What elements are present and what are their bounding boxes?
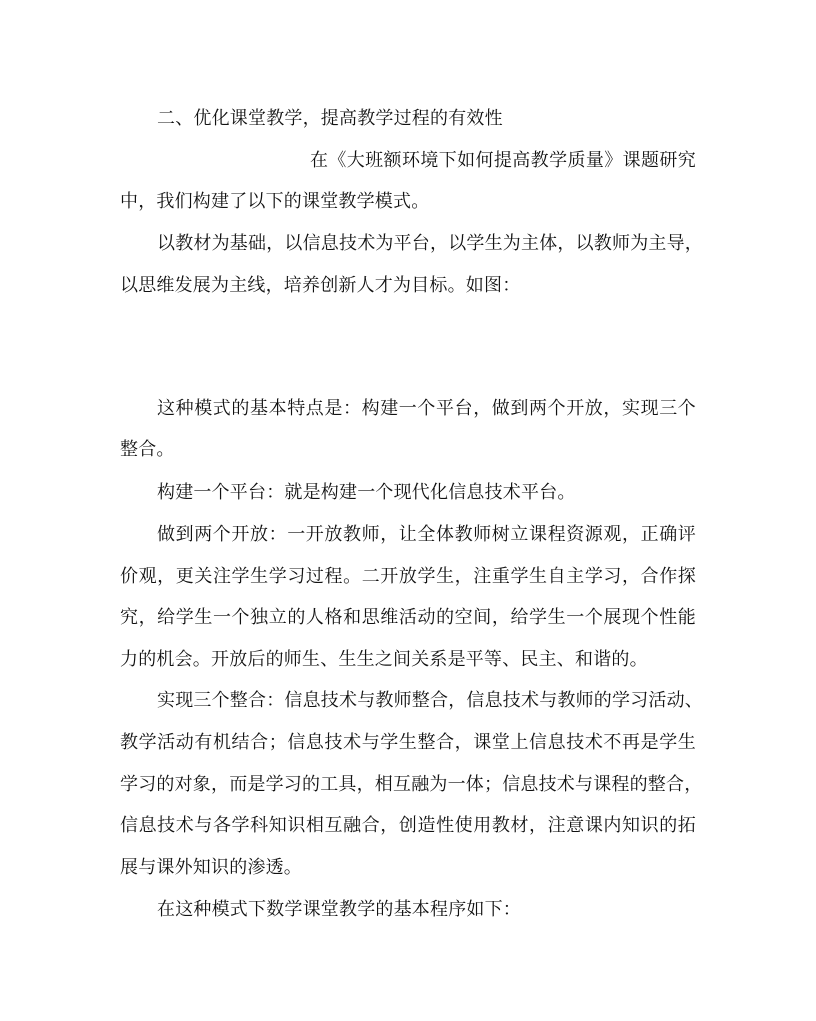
paragraph-6-line-3: 学习的对象，而是学习的工具，相互融为一体；信息技术与课程的整合， — [120, 774, 703, 795]
paragraph-4-line-1: 构建一个平台：就是构建一个现代化信息技术平台。 — [157, 482, 576, 503]
paragraph-2-line-1: 以教材为基础，以信息技术为平台，以学生为主体，以教师为主导， — [157, 233, 703, 254]
paragraph-2-line-2: 以思维发展为主线，培养创新人才为目标。如图： — [120, 275, 521, 296]
paragraph-5-line-4: 力的机会。开放后的师生、生生之间关系是平等、民主、和谐的。 — [120, 649, 648, 670]
paragraph-6-line-2: 教学活动有机结合；信息技术与学生整合，课堂上信息技术不再是学生 — [120, 732, 696, 753]
paragraph-1-line-1: 在《大班额环境下如何提高教学质量》课题研究 — [310, 150, 696, 171]
paragraph-6-line-4: 信息技术与各学科知识相互融合，创造性使用教材，注意课内知识的拓 — [120, 815, 696, 836]
paragraph-3-line-1: 这种模式的基本特点是：构建一个平台，做到两个开放，实现三个 — [157, 398, 696, 419]
paragraph-5-line-3: 究，给学生一个独立的人格和思维活动的空间，给学生一个展现个性能 — [120, 607, 696, 628]
paragraph-7-line-1: 在这种模式下数学课堂教学的基本程序如下： — [157, 899, 521, 920]
paragraph-6-line-1: 实现三个整合：信息技术与教师整合，信息技术与教师的学习活动、 — [157, 690, 703, 711]
paragraph-5-line-2: 价观，更关注学生学习过程。二开放学生，注重学生自主学习，合作探 — [120, 566, 696, 587]
paragraph-6-line-5: 展与课外知识的渗透。 — [120, 857, 302, 878]
paragraph-5-line-1: 做到两个开放：一开放教师，让全体教师树立课程资源观，正确评 — [157, 524, 696, 545]
section-heading: 二、优化课堂教学，提高教学过程的有效性 — [157, 108, 503, 129]
paragraph-3-line-2: 整合。 — [120, 439, 175, 460]
paragraph-1-line-2: 中，我们构建了以下的课堂教学模式。 — [120, 191, 430, 212]
